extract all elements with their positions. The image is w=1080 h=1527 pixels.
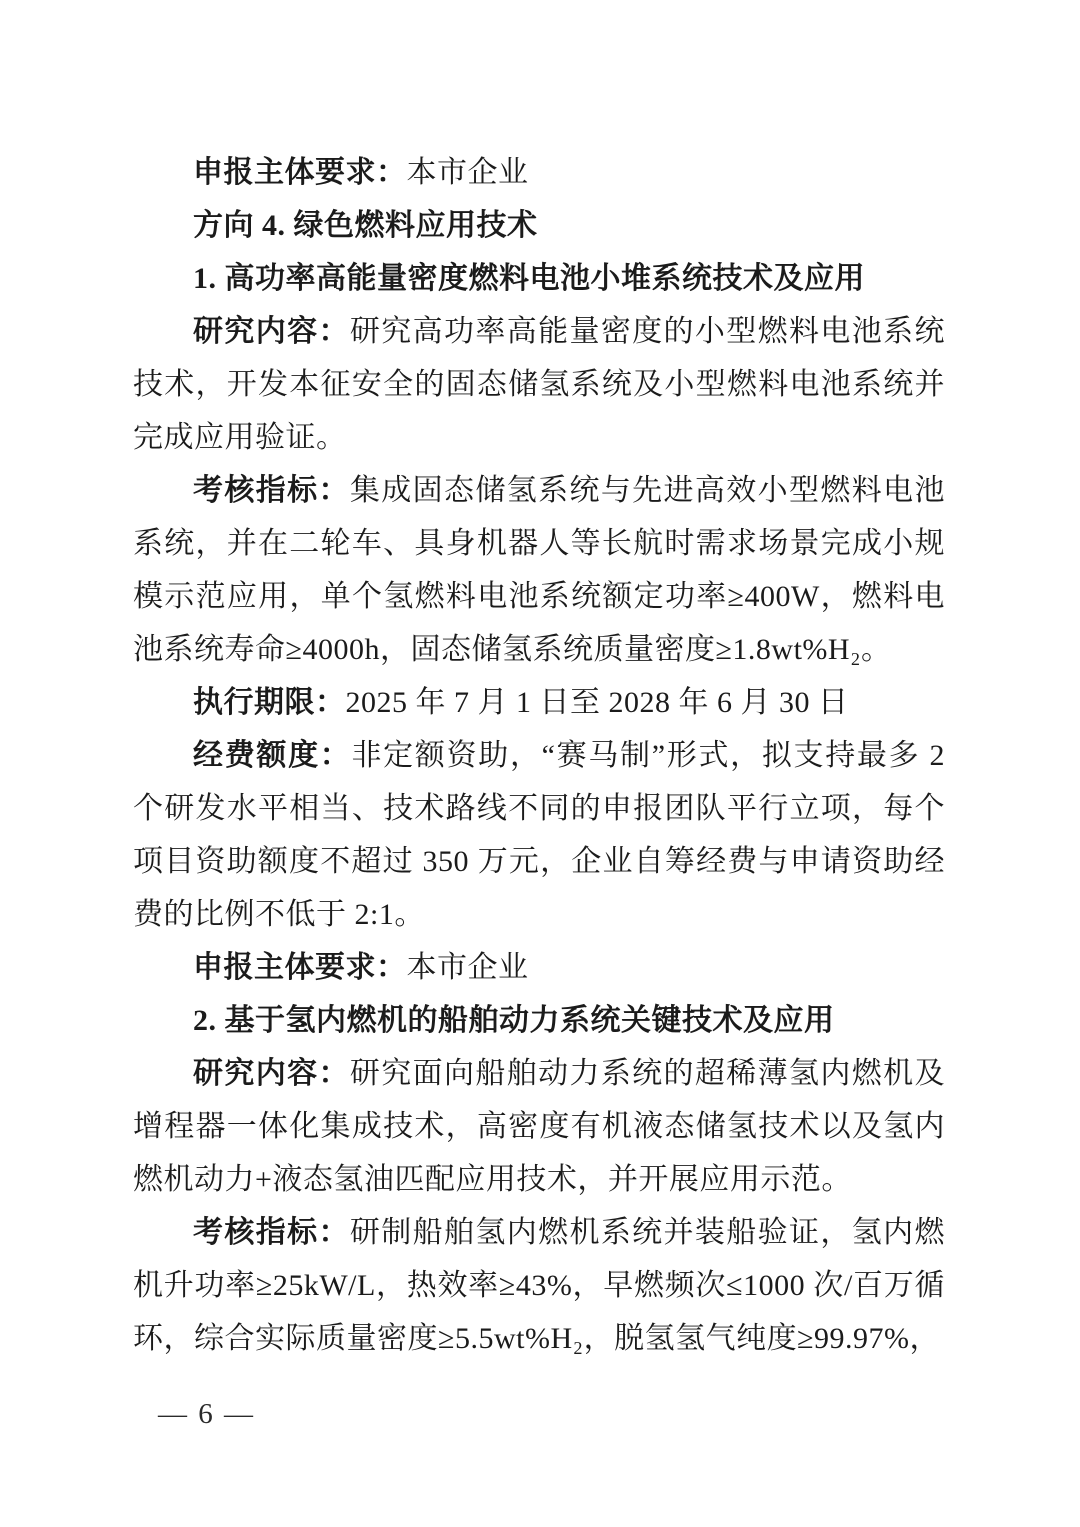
heading-project-1: [133, 252, 945, 305]
para-applicant-requirement-2: [133, 941, 945, 994]
page-number: — 6 —: [158, 1398, 255, 1430]
applicant-requirement-label: 申报主体要求：: [193, 156, 407, 189]
research-content-1-label: 研究内容：: [193, 315, 350, 348]
para-funding-amount-1: [133, 729, 945, 941]
research-content-1-text: 研究高功率高能量密度的小型燃料电池系统技术，开发本征安全的固态储氢系统及小型燃料电池系统并完成应用验证。: [133, 315, 946, 454]
para-applicant-requirement-1: [133, 146, 945, 199]
research-content-2-label: 研究内容：: [193, 1057, 350, 1090]
heading-direction-4: [133, 199, 945, 252]
heading-project-1-text: 1. 高功率高能量密度燃料电池小堆系统技术及应用: [193, 262, 865, 295]
applicant-requirement-2-label: 申报主体要求：: [193, 951, 407, 984]
assessment-metrics-2-label: 考核指标：: [193, 1216, 350, 1249]
assessment-metrics-1-text: 集成固态储氢系统与先进高效小型燃料电池系统，并在二轮车、具身机器人等长航时需求场景完成小规模示范应用，单个氢燃料电池系统额定功率≥400W，燃料电池系统寿命≥4000h，固态储氢系统质量密度≥1.8wt%H₂。: [133, 474, 946, 666]
heading-project-2: [133, 994, 945, 1047]
para-assessment-metrics-2: [133, 1206, 945, 1365]
execution-period-1-label: 执行期限：: [193, 686, 346, 719]
applicant-requirement-text: 本市企业: [406, 156, 529, 189]
document-text-block: [133, 146, 945, 1365]
research-content-2-text: 研究面向船舶动力系统的超稀薄氢内燃机及增程器一体化集成技术，高密度有机液态储氢技术以及氢内燃机动力+液态氢油匹配应用技术，并开展应用示范。: [133, 1057, 946, 1196]
assessment-metrics-2-text: 研制船舶氢内燃机系统并装船验证，氢内燃机升功率≥25kW/L，热效率≥43%，早燃频次≤1000 次/百万循环，综合实际质量密度≥5.5wt%H₂，脱氢氢气纯度≥99.97%，: [133, 1216, 946, 1355]
heading-project-2-text: 2. 基于氢内燃机的船舶动力系统关键技术及应用: [193, 1004, 835, 1037]
para-assessment-metrics-1: [133, 464, 945, 676]
funding-amount-1-label: 经费额度：: [193, 739, 352, 772]
heading-direction-4-text: 方向 4. 绿色燃料应用技术: [193, 209, 538, 242]
para-execution-period-1: [133, 676, 945, 729]
applicant-requirement-2-text: 本市企业: [406, 951, 529, 984]
funding-amount-1-text: 非定额资助，“赛马制”形式，拟支持最多 2 个研发水平相当、技术路线不同的申报团队平行立项，每个项目资助额度不超过 350 万元，企业自筹经费与申请资助经费的比例不低于 2:1。: [133, 739, 946, 931]
para-research-content-2: [133, 1047, 945, 1206]
execution-period-1-text: 2025 年 7 月 1 日至 2028 年 6 月 30 日: [345, 686, 849, 719]
assessment-metrics-1-label: 考核指标：: [193, 474, 350, 507]
para-research-content-1: [133, 305, 945, 464]
